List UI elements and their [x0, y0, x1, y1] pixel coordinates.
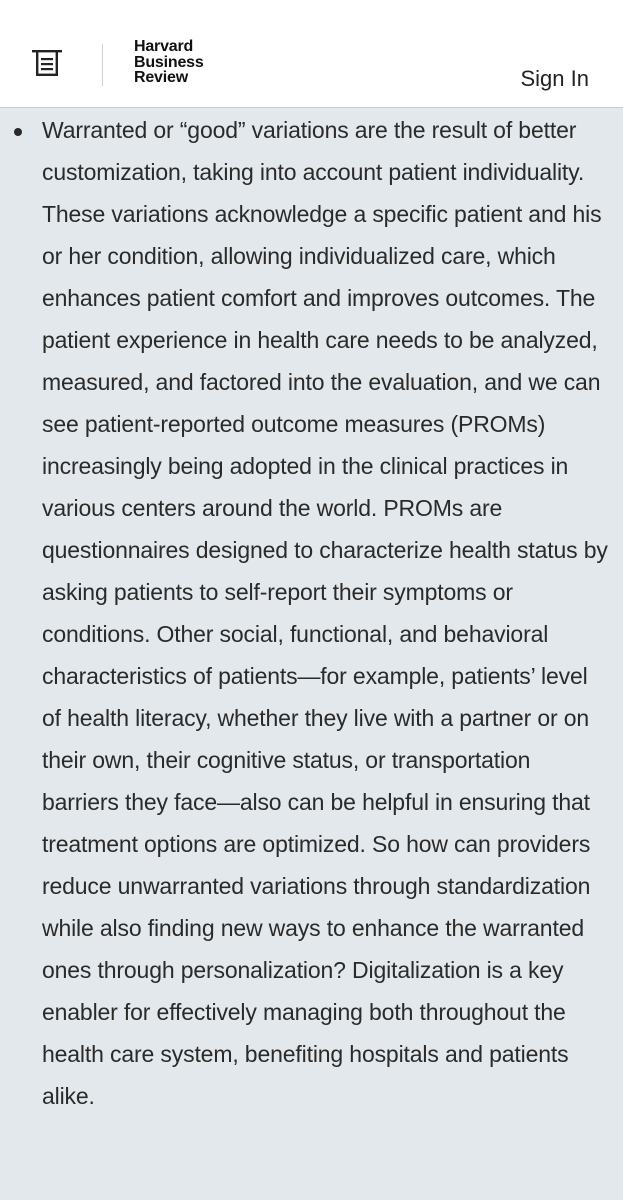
bullet-list [0, 108, 623, 1117]
site-header [0, 0, 623, 108]
logo-line-review: Review [134, 69, 188, 86]
list-item [0, 108, 623, 1117]
bullet-paragraph-text: Warranted or “good” variations are the result of better customization, taking into account patient individuality. These variations acknowledge a specific patient and his or her condition, allowing individualized care, which enhances patient comfort and improves outcomes. The patient experience in health care needs to be analyzed, measured, and factored into the evaluation, and we can see patient-reported outcome measures (PROMs) increasingly being adopted in the clinical practices in various centers around the world. PROMs are questionnaires designed to characterize health status by asking patients to self-report their symptoms or conditions. Other social, functional, and behavioral characteristics of patients—for example, patients’ level of health literacy, whether they live with a partner or on their own, their cognitive status, or transportation barriers they face—also can be helpful in ensuring that treatment options are optimized. So how can providers reduce unwarranted variations through standardization while also finding new ways to enhance the warranted ones through personalization? Digitalization is a key enabler for effectively managing both throughout the health care system, benefiting hospitals and patients alike. [42, 117, 608, 1109]
logo-line-business: Business [134, 53, 204, 71]
hbr-logo[interactable] [134, 39, 204, 86]
sign-in-link[interactable]: Sign In [520, 66, 589, 91]
menu-icon [28, 44, 72, 84]
article-body [0, 108, 623, 1117]
menu-button[interactable] [28, 44, 72, 84]
logo-line-harvard: Harvard [134, 38, 194, 55]
header-divider [102, 44, 103, 86]
bullet-marker [14, 128, 22, 136]
